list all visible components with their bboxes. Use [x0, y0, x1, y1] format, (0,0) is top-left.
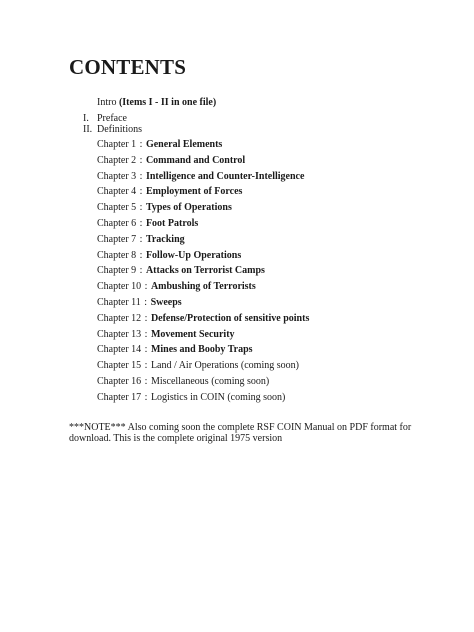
- chapter-title: Intelligence and Counter-Intelligence: [145, 170, 305, 182]
- chapter-label: Chapter 15: [97, 360, 142, 372]
- chapter-title: Employment of Forces: [145, 186, 243, 198]
- roman-item-definitions: [83, 124, 142, 135]
- chapter-item: [97, 216, 417, 232]
- chapter-title: Land / Air Operations (coming soon): [150, 360, 299, 372]
- chapter-title: Follow-Up Operations: [145, 249, 242, 261]
- chapter-title: Ambushing of Terrorists: [150, 281, 256, 293]
- chapter-separator: :: [144, 360, 148, 372]
- chapter-title: Command and Control: [145, 154, 246, 166]
- chapter-item: [97, 279, 417, 295]
- chapter-label: Chapter 2: [97, 154, 137, 166]
- chapter-label: Chapter 14: [97, 344, 142, 356]
- page-title: CONTENTS: [69, 55, 187, 79]
- chapter-item: [97, 200, 417, 216]
- roman-item-preface: [83, 113, 127, 124]
- chapter-title: Sweeps: [150, 296, 182, 308]
- chapter-label: Chapter 7: [97, 233, 137, 245]
- chapter-item: [97, 248, 417, 264]
- intro-bold-note: (Items I - II in one file): [118, 97, 217, 108]
- roman-label: Preface: [97, 113, 127, 124]
- intro-line: [97, 97, 216, 108]
- chapter-item: [97, 184, 417, 200]
- chapter-label: Chapter 10: [97, 281, 142, 293]
- chapter-label: Chapter 6: [97, 217, 137, 229]
- chapter-separator: :: [139, 139, 143, 150]
- chapter-label: Chapter 13: [97, 328, 142, 340]
- chapter-title: Movement Security: [150, 328, 235, 340]
- chapter-item: [97, 342, 417, 358]
- chapter-separator: :: [144, 312, 148, 324]
- chapter-title: Miscellaneous (coming soon): [150, 375, 270, 387]
- chapter-separator: :: [144, 375, 148, 387]
- chapter-separator: :: [139, 233, 143, 245]
- chapter-item: [97, 137, 417, 153]
- chapter-separator: :: [144, 296, 148, 308]
- chapter-item: [97, 169, 417, 185]
- chapter-title: Attacks on Terrorist Camps: [145, 265, 265, 277]
- chapter-item: [97, 263, 417, 279]
- chapter-label: Chapter 11: [97, 296, 141, 308]
- chapter-title: Mines and Booby Traps: [150, 344, 253, 356]
- chapter-label: Chapter 16: [97, 375, 142, 387]
- chapter-separator: :: [144, 391, 148, 403]
- chapter-separator: :: [139, 186, 143, 198]
- chapter-separator: :: [144, 281, 148, 293]
- chapter-label: Chapter 8: [97, 249, 137, 261]
- chapter-item: [97, 311, 417, 327]
- chapter-separator: :: [144, 344, 148, 356]
- chapter-title: Tracking: [145, 233, 185, 245]
- chapter-label: Chapter 9: [97, 265, 137, 277]
- intro-prefix: Intro: [97, 97, 117, 108]
- chapter-item: [97, 232, 417, 248]
- chapter-separator: :: [139, 217, 143, 229]
- chapter-label: Chapter 4: [97, 186, 137, 198]
- chapter-separator: :: [139, 265, 143, 277]
- chapter-item: [97, 327, 417, 343]
- chapter-item: [97, 358, 417, 374]
- chapter-item: [97, 153, 417, 169]
- chapter-title: Types of Operations: [145, 202, 232, 214]
- chapter-list: [97, 137, 417, 406]
- chapter-item: [97, 390, 417, 406]
- chapter-label: Chapter 17: [97, 391, 142, 403]
- chapter-item: [97, 295, 417, 311]
- chapter-title: Foot Patrols: [145, 217, 199, 229]
- chapter-label: Chapter 3: [97, 170, 137, 182]
- chapter-separator: :: [139, 202, 143, 214]
- roman-numeral: I.: [83, 113, 89, 124]
- chapter-title: Logistics in COIN (coming soon): [150, 391, 286, 403]
- chapter-label: Chapter 12: [97, 312, 142, 324]
- chapter-item: [97, 374, 417, 390]
- chapter-separator: :: [139, 249, 143, 261]
- roman-numeral: II.: [83, 124, 93, 135]
- chapter-title: Defense/Protection of sensitive points: [150, 312, 310, 324]
- chapter-label: Chapter 1: [97, 139, 137, 150]
- chapter-separator: :: [139, 154, 143, 166]
- chapter-separator: :: [144, 328, 148, 340]
- roman-label: Definitions: [97, 124, 142, 135]
- chapter-label: Chapter 5: [97, 202, 137, 214]
- chapter-separator: :: [139, 170, 143, 182]
- chapter-title: General Elements: [145, 139, 223, 150]
- note-text: ***NOTE*** Also coming soon the complete RSF COIN Manual on PDF format for download. This is the complete original 1975 version: [69, 422, 412, 444]
